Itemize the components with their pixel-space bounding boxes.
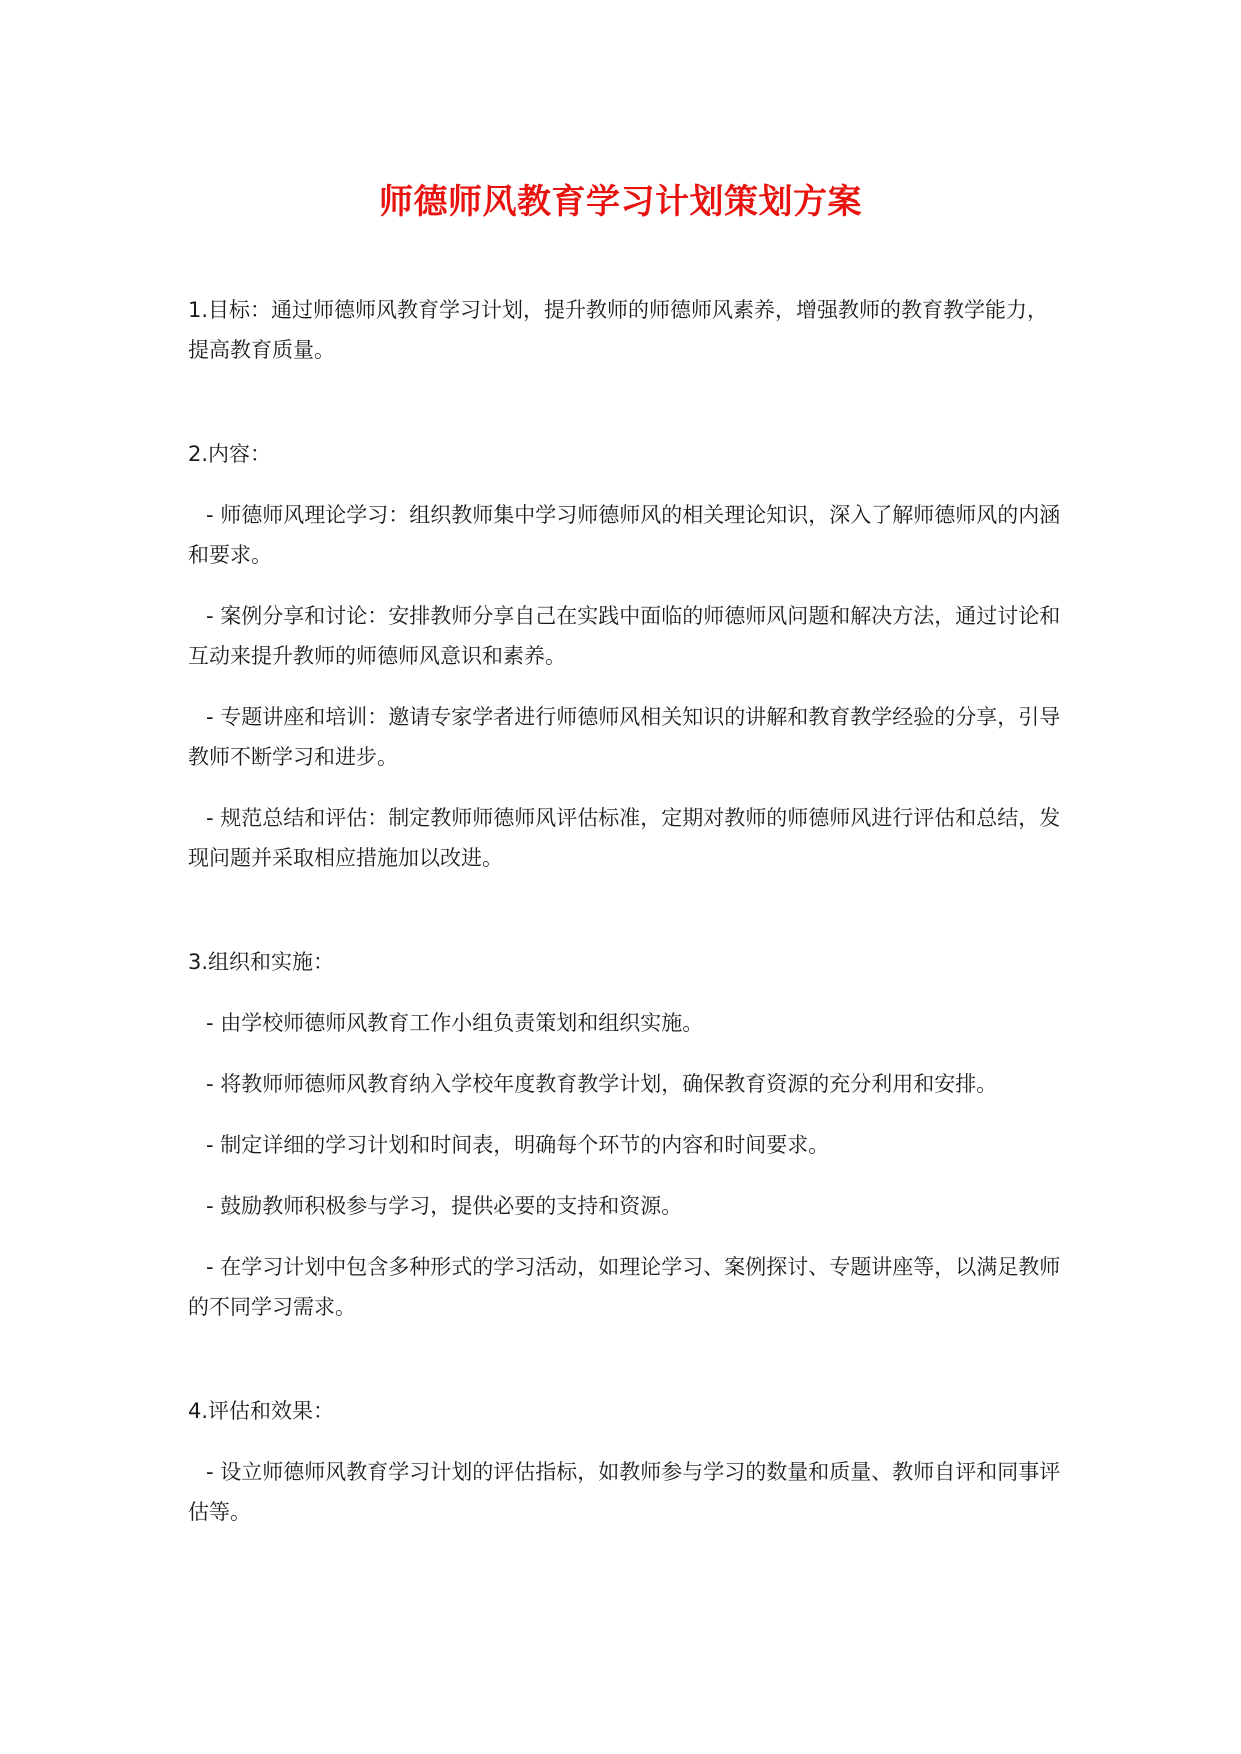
document-title: 师德师风教育学习计划策划方案: [379, 182, 862, 222]
document-body: [188, 290, 1068, 1532]
evaluation-heading: 4.评估和效果：: [188, 1399, 335, 1423]
organization-item-4: - 鼓励教师积极参与学习，提供必要的支持和资源。: [206, 1194, 683, 1218]
content-item-theory: - 师德师风理论学习：组织教师集中学习师德师风的相关理论知识，深入了解师德师风的内涵和要求。: [188, 503, 1061, 567]
goal-paragraph: 1.目标：通过师德师风教育学习计划，提升教师的师德师风素养，增强教师的教育教学能力，提高教育质量。: [188, 298, 1049, 362]
content-heading: 2.内容：: [188, 442, 272, 466]
organization-heading: 3.组织和实施：: [188, 950, 335, 974]
evaluation-item-1: - 设立师德师风教育学习计划的评估指标，如教师参与学习的数量和质量、教师自评和同事评估等。: [188, 1460, 1061, 1524]
organization-item-5: - 在学习计划中包含多种形式的学习活动，如理论学习、案例探讨、专题讲座等，以满足教师的不同学习需求。: [188, 1255, 1061, 1319]
content-item-evaluation: - 规范总结和评估：制定教师师德师风评估标准，定期对教师的师德师风进行评估和总结，发现问题并采取相应措施加以改进。: [188, 806, 1061, 870]
organization-item-1: - 由学校师德师风教育工作小组负责策划和组织实施。: [206, 1011, 704, 1035]
organization-item-3: - 制定详细的学习计划和时间表，明确每个环节的内容和时间要求。: [206, 1133, 830, 1157]
content-item-lectures: - 专题讲座和培训：邀请专家学者进行师德师风相关知识的讲解和教育教学经验的分享，引导教师不断学习和进步。: [188, 705, 1061, 769]
content-item-cases: - 案例分享和讨论：安排教师分享自己在实践中面临的师德师风问题和解决方法，通过讨论和互动来提升教师的师德师风意识和素养。: [188, 604, 1061, 668]
organization-item-2: - 将教师师德师风教育纳入学校年度教育教学计划，确保教育资源的充分利用和安排。: [206, 1072, 998, 1096]
